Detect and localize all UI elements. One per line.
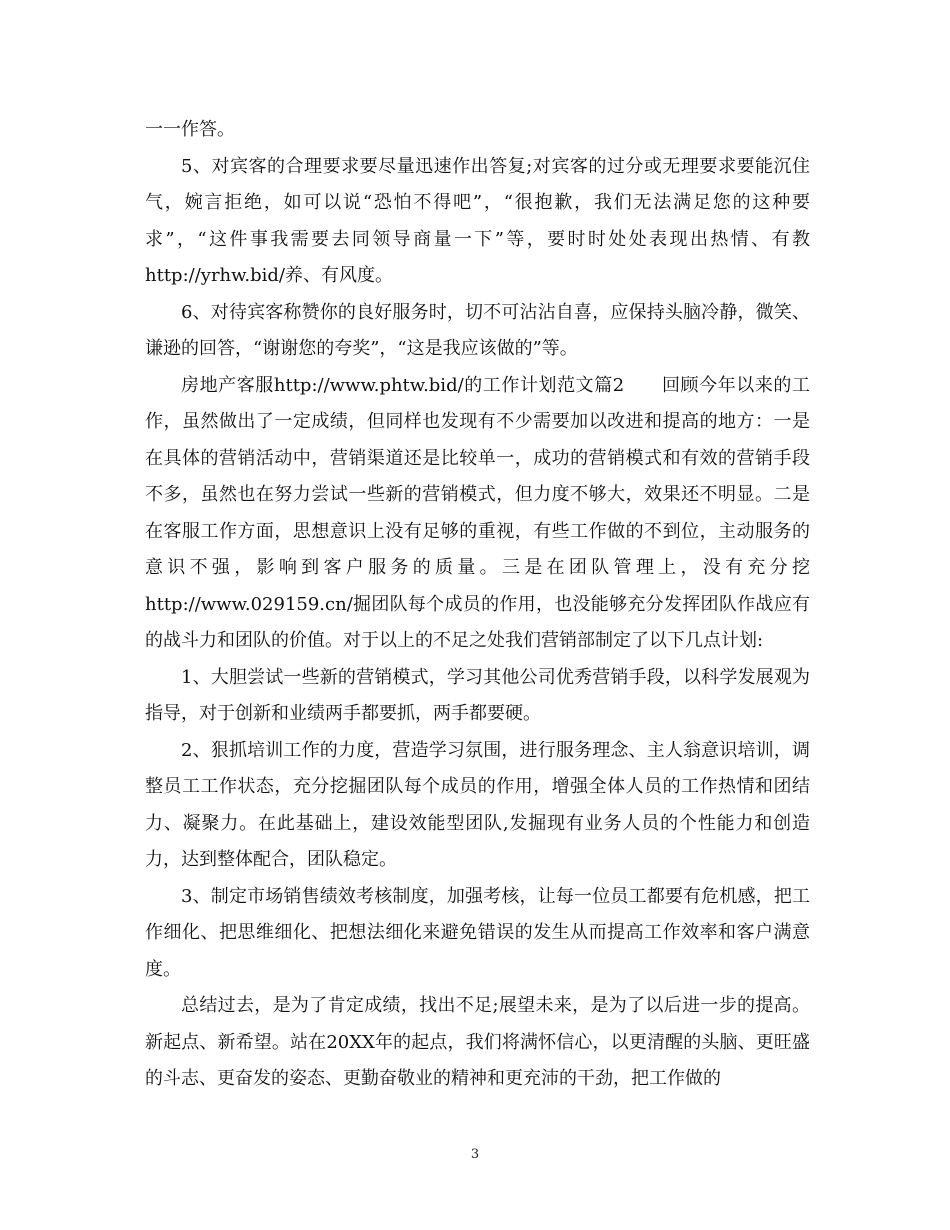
paragraph-item-5: 5、对宾客的合理要求要尽量迅速作出答复;对宾客的过分或无理要求要能沉住气，婉言拒绝，如可以说“恐怕不得吧”，“很抱歉，我们无法满足您的这种要求”，“这件事我需要去同领导商量一下”等，要时时处处表现出热情、有教http://yrhw.bid/养、有风度。 — [145, 155, 810, 286]
paragraph-item-6: 6、对待宾客称赞你的良好服务时，切不可沾沾自喜，应保持头脑冷静，微笑、谦逊的回答，“谢谢您的夸奖”，“这是我应该做的”等。 — [145, 301, 810, 359]
document-body — [145, 112, 810, 1098]
paragraph-plan-1: 1、大胆尝试一些新的营销模式，学习其他公司优秀营销手段，以科学发展观为指导，对于创新和业绩两手都要抓，两手都要硬。 — [145, 666, 810, 724]
paragraph-review: 房地产客服http://www.phtw.bid/的工作计划范文篇2 回顾今年以来的工作，虽然做出了一定成绩，但同样也发现有不少需要加以改进和提高的地方：一是在具体的营销活动中，营销渠道还是比较单一，成功的营销模式和有效的营销手段不多，虽然也在努力尝试一些新的营销模式，但力度不够大，效果还不明显。二是在客服工作方面，思想意识上没有足够的重视，有些工作做的不到位，主动服务的意识不强，影响到客户服务的质量。三是在团队管理上，没有充分挖http://www.029159.cn/掘团队每个成员的作用，也没能够充分发挥团队作战应有的战斗力和团队的价值。对于以上的不足之处我们营销部制定了以下几点计划: — [145, 374, 810, 651]
paragraph-continuation: 一一作答。 — [145, 119, 235, 140]
paragraph-plan-3: 3、制定市场销售绩效考核制度，加强考核，让每一位员工都要有危机感，把工作细化、把思维细化、把想法细化来避免错误的发生从而提高工作效率和客户满意度。 — [145, 885, 810, 980]
paragraph-summary: 总结过去，是为了肯定成绩，找出不足;展望未来，是为了以后进一步的提高。新起点、新希望。站在20XX年的起点，我们将满怀信心，以更清醒的头脑、更旺盛的斗志、更奋发的姿态、更勤奋敬业的精神和更充沛的干劲，把工作做的 — [145, 995, 810, 1089]
page-number: 3 — [470, 1147, 480, 1162]
paragraph-plan-2: 2、狠抓培训工作的力度，营造学习氛围，进行服务理念、主人翁意识培训，调整员工工作状态，充分挖掘团队每个成员的作用，增强全体人员的工作热情和团结力、凝聚力。在此基础上，建设效能型团队,发掘现有业务人员的个性能力和创造力，达到整体配合，团队稳定。 — [145, 739, 810, 870]
